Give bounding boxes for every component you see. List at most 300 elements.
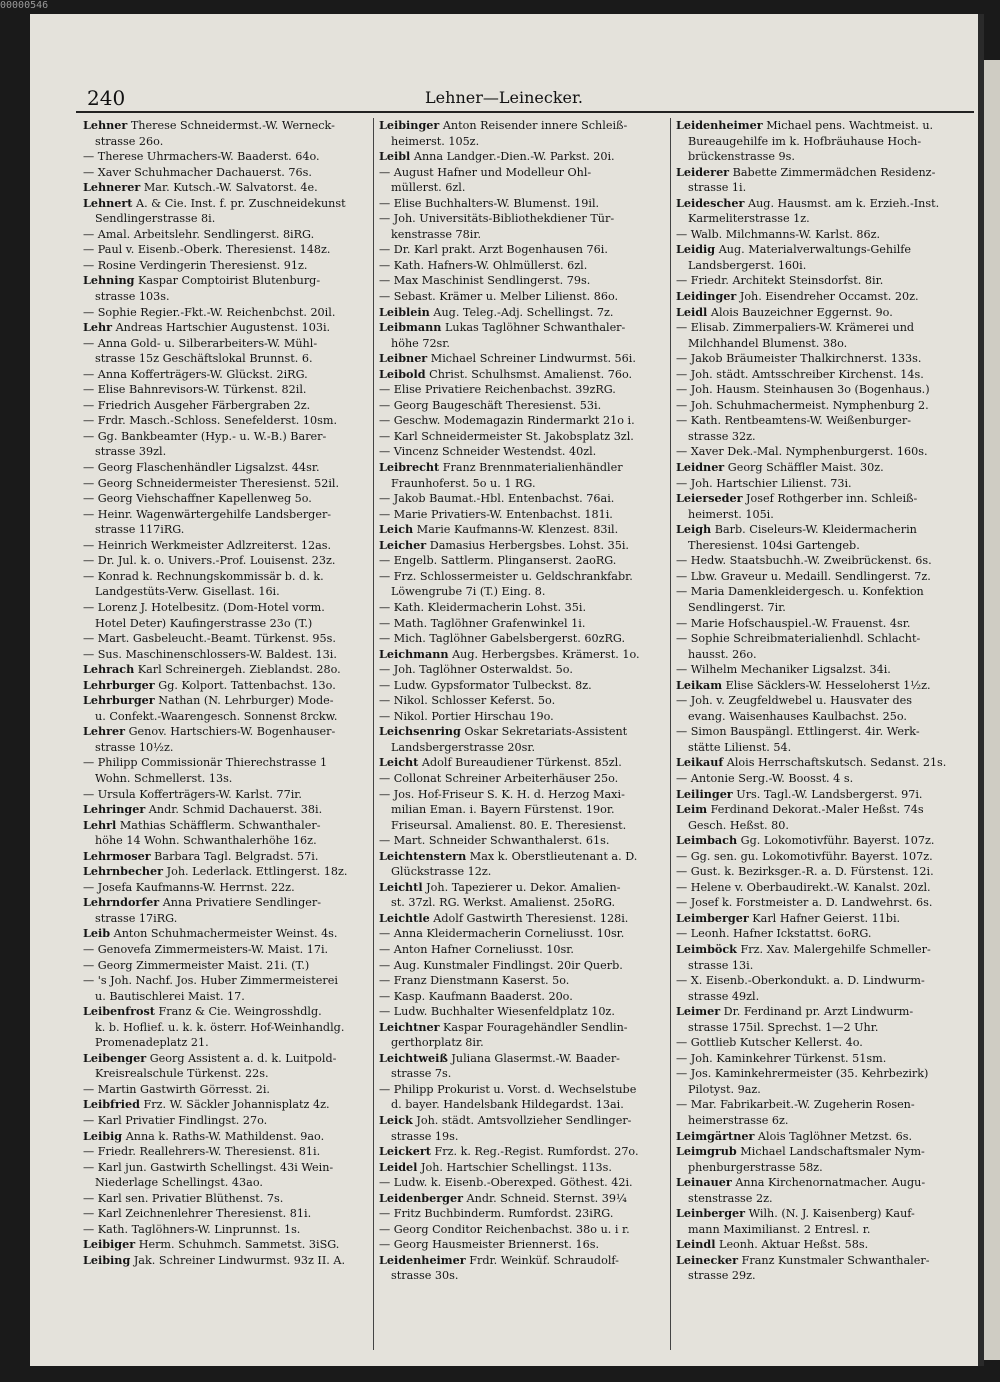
entry-text: — Nikol. Portier Hirschau 19o. <box>379 709 554 723</box>
entry-text: Landgestüts-Verw. Gisellast. 16i. <box>95 585 280 599</box>
column-divider <box>670 118 671 1350</box>
entry-text: Mathias Schäfflerm. Schwanthaler- <box>116 818 321 832</box>
directory-entry-line <box>676 926 962 942</box>
entry-text: — Karl jun. Gastwirth Schellingst. 43i Wein- <box>83 1160 334 1174</box>
directory-entry-line <box>379 740 665 756</box>
directory-entry-line <box>379 693 665 709</box>
directory-entry-line <box>379 911 665 927</box>
directory-entry-line <box>676 444 962 460</box>
entry-text: strasse 103s. <box>95 290 170 304</box>
entry-text: Kaspar Fouragehändler Sendlin- <box>439 1020 628 1034</box>
entry-text: u. Bautischlerei Maist. 17. <box>95 989 245 1003</box>
entry-text: Lukas Taglöhner Schwanthaler- <box>441 321 626 335</box>
directory-entry-line <box>83 273 369 289</box>
directory-entry-line <box>379 149 665 165</box>
surname: Leidenberger <box>379 1190 463 1205</box>
directory-entry-line <box>83 1191 369 1207</box>
entry-text: Oskar Sekretariats-Assistent <box>460 725 628 739</box>
directory-entry-line <box>676 771 962 787</box>
entry-text: Karl Hafner Geierst. 11bi. <box>748 911 901 925</box>
entry-text: — 's Joh. Nachf. Jos. Huber Zimmermeisterei <box>83 974 338 988</box>
directory-entry-line <box>676 227 962 243</box>
directory-entry-line <box>676 258 962 274</box>
entry-text: Friseursal. Amalienst. 80. E. Theresienst. <box>391 818 627 832</box>
entry-text: strasse 39zl. <box>95 445 167 459</box>
surname: Leichtweiß <box>379 1050 448 1065</box>
entry-text: — Friedr. Architekt Steinsdorfst. 8ir. <box>676 274 884 288</box>
directory-entry-line <box>379 538 665 554</box>
entry-text: stenstrasse 2z. <box>688 1191 773 1205</box>
entry-text: — Konrad k. Rechnungskommissär b. d. k. <box>83 569 324 583</box>
directory-entry-line <box>379 1160 665 1176</box>
entry-text: Urs. Tagl.-W. Landsbergerst. 97i. <box>732 787 923 801</box>
entry-text: Mar. Kutsch.-W. Salvatorst. 4e. <box>140 181 318 195</box>
entry-text: — Geschw. Modemagazin Rindermarkt 21o i. <box>379 414 635 428</box>
directory-entry-line <box>379 864 665 880</box>
entry-text: — Vincenz Schneider Westendst. 40zl. <box>379 445 597 459</box>
entry-text: — Lorenz J. Hotelbesitz. (Dom-Hotel vorm. <box>83 600 325 614</box>
entry-text: Milchhandel Blumenst. 38o. <box>688 336 848 350</box>
entry-text: A. & Cie. Inst. f. pr. Zuschneidekunst <box>132 196 346 210</box>
directory-entry-line <box>83 289 369 305</box>
directory-entry-line <box>379 1020 665 1036</box>
directory-entry-line <box>83 1175 369 1191</box>
directory-entry-line <box>676 351 962 367</box>
directory-entry-line <box>676 1129 962 1145</box>
directory-entry-line <box>379 1237 665 1253</box>
directory-entry-line <box>676 1082 962 1098</box>
directory-entry-line <box>676 507 962 523</box>
directory-entry-line <box>379 165 665 181</box>
directory-entry-line <box>379 1129 665 1145</box>
entry-text: — Joh. v. Zeugfeldwebel u. Hausvater des <box>676 694 912 708</box>
directory-entry-line <box>379 1206 665 1222</box>
entry-text: — Leonh. Hafner Ickstattst. 6oRG. <box>676 927 872 941</box>
surname: Leichsenring <box>379 724 461 739</box>
entry-text: Joh. städt. Amtsvollzieher Sendlinger- <box>412 1114 632 1127</box>
directory-entry-line <box>379 787 665 803</box>
entry-text: strasse 19s. <box>391 1129 459 1143</box>
directory-entry-line <box>379 569 665 585</box>
directory-entry-line <box>676 802 962 818</box>
surname: Leimbach <box>676 833 738 848</box>
surname: Leibiger <box>83 1237 136 1252</box>
directory-entry-line <box>379 413 665 429</box>
directory-entry-line <box>379 180 665 196</box>
entry-text: Anna Kirchenornatmacher. Augu- <box>731 1176 926 1190</box>
surname: Lehrer <box>83 724 126 739</box>
entry-text: Anna k. Raths-W. Mathildenst. 9ao. <box>122 1129 325 1143</box>
entry-text: — Wilhelm Mechaniker Ligsalzst. 34i. <box>676 663 891 677</box>
surname: Lehr <box>83 320 113 335</box>
directory-entry-line <box>676 849 962 865</box>
surname: Leilinger <box>676 786 733 801</box>
entry-text: — Mart. Gasbeleucht.-Beamt. Türkenst. 95s. <box>83 632 336 646</box>
directory-entry-line <box>379 382 665 398</box>
surname: Lehning <box>83 273 135 288</box>
entry-text: — Mart. Schneider Schwanthalerst. 61s. <box>379 834 610 848</box>
entry-text: — Gottlieb Kutscher Kellerst. 4o. <box>676 1036 863 1050</box>
directory-entry-line <box>676 1020 962 1036</box>
directory-entry-line <box>379 553 665 569</box>
directory-entry-line <box>676 864 962 880</box>
directory-entry-line <box>676 305 962 321</box>
entry-text: — Karl Privatier Findlingst. 27o. <box>83 1114 268 1127</box>
entry-text: Karmeliterstrasse 1z. <box>688 212 810 226</box>
directory-entry-line <box>83 849 369 865</box>
directory-entry-line <box>379 211 665 227</box>
surname: Leidenheimer <box>379 1252 466 1267</box>
directory-entry-line <box>676 538 962 554</box>
entry-text: — Joh. Kaminkehrer Türkenst. 51sm. <box>676 1051 887 1065</box>
directory-entry-line <box>379 429 665 445</box>
entry-text: — Anton Hafner Corneliusst. 10sr. <box>379 942 574 956</box>
entry-text: Juliana Glasermst.-W. Baader- <box>447 1051 620 1065</box>
directory-entry-line <box>676 398 962 414</box>
directory-entry-line <box>83 165 369 181</box>
directory-entry-line <box>83 320 369 336</box>
entry-text: — Ludw. k. Eisenb.-Oberexped. Göthest. 42i. <box>379 1176 633 1190</box>
entry-text: st. 37zl. RG. Werkst. Amalienst. 25oRG. <box>391 896 616 910</box>
entry-text: Joh. Lederlack. Ettlingerst. 18z. <box>163 865 348 879</box>
directory-entry-line <box>83 398 369 414</box>
entry-text: Pilotyst. 9az. <box>688 1082 761 1096</box>
entry-text: strasse 117iRG. <box>95 523 185 537</box>
directory-entry-line <box>379 1175 665 1191</box>
directory-entry-line <box>676 429 962 445</box>
entry-text: — Max Maschinist Sendlingerst. 79s. <box>379 274 591 288</box>
directory-entry-line <box>83 1004 369 1020</box>
directory-entry-line <box>83 336 369 352</box>
entry-text: Wohn. Schmellerst. 13s. <box>95 771 233 785</box>
surname: Leibing <box>83 1252 131 1267</box>
directory-entry-line <box>676 320 962 336</box>
entry-text: Anna Privatiere Sendlinger- <box>159 896 322 910</box>
directory-entry-line <box>676 413 962 429</box>
directory-entry-line <box>379 584 665 600</box>
entry-text: Aug. Herbergsbes. Krämerst. 1o. <box>448 647 640 661</box>
entry-text: — Walb. Milchmanns-W. Karlst. 86z. <box>676 227 881 241</box>
surname: Lehrmoser <box>83 848 151 863</box>
directory-entry-line <box>379 305 665 321</box>
surname: Leib <box>83 926 111 941</box>
directory-entry-line <box>83 211 369 227</box>
entry-text: Barb. Ciseleurs-W. Kleidermacherin <box>711 523 917 537</box>
directory-entry-line <box>379 724 665 740</box>
entry-text: — Nikol. Schlosser Keferst. 5o. <box>379 694 556 708</box>
surname: Leibig <box>83 1128 123 1143</box>
surname: Leick <box>379 1113 413 1127</box>
surname: Leidel <box>379 1159 418 1174</box>
directory-entry-line <box>379 631 665 647</box>
page-number: 240 <box>87 86 126 110</box>
surname: Leich <box>379 522 414 537</box>
surname: Leidl <box>676 304 708 319</box>
directory-entry-line <box>676 880 962 896</box>
entry-text: Sendlingerstrasse 8i. <box>95 212 216 226</box>
entry-text: kenstrasse 78ir. <box>391 227 482 241</box>
entry-text: — Simon Bauspängl. Ettlingerst. 4ir. Werk- <box>676 725 920 739</box>
directory-entry-line <box>379 989 665 1005</box>
entry-text: Dr. Ferdinand pr. Arzt Lindwurm- <box>720 1005 914 1019</box>
directory-entry-line <box>676 522 962 538</box>
entry-text: Frz. k. Reg.-Regist. Rumfordst. 27o. <box>430 1145 639 1159</box>
entry-text: Aug. Teleg.-Adj. Schellingst. 7z. <box>429 305 614 319</box>
surname: Leibold <box>379 366 426 381</box>
surname: Leibner <box>379 351 428 366</box>
directory-entry-line <box>676 165 962 181</box>
entry-text: — Georg Flaschenhändler Ligsalzst. 44sr. <box>83 461 320 475</box>
entry-text: Adolf Bureaudiener Türkenst. 85zl. <box>418 756 622 770</box>
directory-entry-line <box>379 134 665 150</box>
entry-text: Wilh. (N. J. Kaisenberg) Kauf- <box>745 1207 915 1221</box>
surname: Leigh <box>676 522 712 537</box>
directory-entry-line <box>83 1253 369 1269</box>
column-2 <box>379 118 665 1358</box>
directory-entry-line <box>379 273 665 289</box>
entry-text: Landsbergerst. 160i. <box>688 258 807 272</box>
surname: Leinberger <box>676 1206 746 1221</box>
entry-text: — Joh. Hausm. Steinhausen 3o (Bogenhaus.) <box>676 383 930 397</box>
directory-entry-line <box>83 926 369 942</box>
surname: Leimgärtner <box>676 1128 755 1143</box>
entry-text: — Martin Gastwirth Görresst. 2i. <box>83 1082 270 1096</box>
directory-entry-line <box>83 616 369 632</box>
directory-entry-line <box>83 740 369 756</box>
directory-entry-line <box>379 616 665 632</box>
entry-text: Herm. Schuhmch. Sammetst. 3iSG. <box>135 1238 340 1252</box>
entry-text: — Georg Viehschaffner Kapellenweg 5o. <box>83 492 312 506</box>
entry-text: milian Eman. i. Bayern Fürstenst. 19or. <box>391 803 615 817</box>
directory-entry-line <box>676 553 962 569</box>
entry-text: — Kath. Kleidermacherin Lohst. 35i. <box>379 600 586 614</box>
directory-entry-line <box>379 709 665 725</box>
surname: Leimgrub <box>676 1144 737 1159</box>
directory-entry-line <box>379 1004 665 1020</box>
entry-text: — Collonat Schreiner Arbeiterhäuser 25o. <box>379 771 619 785</box>
entry-text: strasse 10½z. <box>95 740 174 754</box>
directory-entry-line <box>379 678 665 694</box>
entry-text: Anna Landger.-Dien.-W. Parkst. 20i. <box>410 150 615 164</box>
directory-entry-line <box>379 755 665 771</box>
entry-text: strasse 30s. <box>391 1269 459 1283</box>
entry-text: — Elise Buchhalters-W. Blumenst. 19il. <box>379 196 600 210</box>
directory-entry-line <box>676 1175 962 1191</box>
surname: Leichtner <box>379 1019 440 1034</box>
directory-entry-line <box>83 1066 369 1082</box>
entry-text: — Kath. Taglöhners-W. Linprunnst. 1s. <box>83 1222 301 1236</box>
entry-text: Franz Kunstmaler Schwanthaler- <box>738 1253 930 1267</box>
entry-text: heimerstrasse 6z. <box>688 1114 789 1127</box>
directory-entry-line <box>83 647 369 663</box>
entry-text: — Antonie Serg.-W. Boosst. 4 s. <box>676 771 854 785</box>
entry-text: — Marie Hofschauspiel.-W. Frauenst. 4sr. <box>676 616 911 630</box>
surname: Lehrnbecher <box>83 864 164 879</box>
surname: Leicht <box>379 755 419 770</box>
entry-text: — Frz. Schlossermeister u. Geldschrankfabr. <box>379 569 633 583</box>
directory-entry-line <box>83 973 369 989</box>
directory-entry-line <box>676 367 962 383</box>
surname: Leiderer <box>676 164 730 179</box>
entry-text: Georg Schäffler Maist. 30z. <box>724 461 884 475</box>
entry-text: strasse 15z Geschäftslokal Brunnst. 6. <box>95 352 313 366</box>
entry-text: stätte Lilienst. 54. <box>688 740 792 754</box>
entry-text: — Ludw. Gypsformator Tulbeckst. 8z. <box>379 678 592 692</box>
directory-entry-line <box>379 522 665 538</box>
entry-text: Michael Schreiner Lindwurmst. 56i. <box>427 352 636 366</box>
directory-entry-line <box>83 242 369 258</box>
directory-entry-line <box>83 942 369 958</box>
directory-entry-line <box>379 320 665 336</box>
entry-text: — Joh. Universitäts-Bibliothekdiener Tür- <box>379 212 615 226</box>
directory-entry-line <box>379 895 665 911</box>
entry-text: Gg. Lokomotivführ. Bayerst. 107z. <box>737 834 935 848</box>
directory-entry-line <box>83 227 369 243</box>
entry-text: gerthorplatz 8ir. <box>391 1036 484 1050</box>
directory-entry-line <box>83 569 369 585</box>
header-rule <box>76 111 974 113</box>
directory-entry-line <box>83 134 369 150</box>
entry-text: Kreisrealschule Türkenst. 22s. <box>95 1067 269 1081</box>
directory-entry-line <box>676 989 962 1005</box>
directory-entry-line <box>676 818 962 834</box>
surname: Leidinger <box>676 289 737 304</box>
entry-text: Josef Rothgerber inn. Schleiß- <box>742 492 918 506</box>
directory-entry-line <box>83 118 369 134</box>
directory-entry-line <box>379 507 665 523</box>
directory-entry-line <box>676 1066 962 1082</box>
directory-entry-line <box>83 367 369 383</box>
entry-text: — Kath. Hafners-W. Ohlmüllerst. 6zl. <box>379 258 588 272</box>
directory-entry-line <box>379 289 665 305</box>
entry-text: — Kath. Rentbeamtens-W. Weißenburger- <box>676 414 911 428</box>
entry-text: Landsbergerstrasse 20sr. <box>391 740 536 754</box>
directory-entry-line <box>83 413 369 429</box>
directory-entry-line <box>379 1253 665 1269</box>
entry-text: — Joh. Hartschier Lilienst. 73i. <box>676 476 852 490</box>
directory-entry-line <box>676 787 962 803</box>
entry-text: k. b. Hoflief. u. k. k. österr. Hof-Weinhandlg. <box>95 1020 345 1034</box>
entry-text: Joh. Eisendreher Occamst. 20z. <box>736 290 919 304</box>
directory-entry-line <box>676 273 962 289</box>
entry-text: Alois Herrschaftskutsch. Sedanst. 21s. <box>723 756 947 770</box>
directory-entry-line <box>676 616 962 632</box>
directory-entry-line <box>676 476 962 492</box>
entry-text: Babette Zimmermädchen Residenz- <box>729 165 936 179</box>
directory-entry-line <box>83 1082 369 1098</box>
entry-text: — Sophie Regier.-Fkt.-W. Reichenbchst. 20il. <box>83 305 336 319</box>
directory-entry-line <box>676 569 962 585</box>
entry-text: höhe 14 Wohn. Schwanthalerhöhe 16z. <box>95 834 317 848</box>
entry-text: — Friedrich Ausgeher Färbergraben 2z. <box>83 398 311 412</box>
directory-entry-line <box>676 911 962 927</box>
directory-entry-line <box>676 1237 962 1253</box>
entry-text: Gesch. Heßst. 80. <box>688 818 789 832</box>
directory-entry-line <box>676 289 962 305</box>
entry-text: — Jos. Kaminkehrermeister (35. Kehrbezirk) <box>676 1067 929 1081</box>
entry-text: strasse 32z. <box>688 429 756 443</box>
directory-entry-line <box>676 1051 962 1067</box>
entry-text: Joh. Hartschier Schellingst. 113s. <box>417 1160 612 1174</box>
directory-entry-line <box>83 305 369 321</box>
entry-text: Leonh. Aktuar Heßst. 58s. <box>715 1238 869 1252</box>
surname: Leindl <box>676 1237 716 1252</box>
entry-text: — Ludw. Buchhalter Wiesenfeldplatz 10z. <box>379 1005 615 1019</box>
entry-text: Therese Schneidermst.-W. Werneck- <box>127 119 335 132</box>
entry-text: Max k. Oberstlieutenant a. D. <box>466 849 638 863</box>
directory-entry-line <box>379 647 665 663</box>
entry-text: — Xaver Dek.-Mal. Nymphenburgerst. 160s. <box>676 445 928 459</box>
entry-text: — Ursula Kofferträgers-W. Karlst. 77ir. <box>83 787 302 801</box>
directory-entry-line <box>379 926 665 942</box>
entry-text: Franz & Cie. Weingrosshdlg. <box>154 1005 322 1019</box>
entry-text: — Friedr. Reallehrers-W. Theresienst. 81i. <box>83 1145 321 1159</box>
directory-entry-line <box>83 709 369 725</box>
entry-text: — Lbw. Graveur u. Medaill. Sendlingerst. 7z. <box>676 569 931 583</box>
entry-text: Frdr. Weinküf. Schraudolf- <box>465 1253 619 1267</box>
entry-text: brückenstrasse 9s. <box>688 150 795 164</box>
directory-entry-line <box>83 149 369 165</box>
directory-entry-line <box>676 724 962 740</box>
surname: Leibl <box>379 149 411 164</box>
directory-entry-line <box>83 724 369 740</box>
entry-text: — Marie Privatiers-W. Entenbachst. 181i. <box>379 507 613 521</box>
entry-text: Anton Reisender innere Schleiß- <box>439 119 628 132</box>
directory-entry-line <box>83 693 369 709</box>
entry-text: heimerst. 105i. <box>688 507 774 521</box>
entry-text: — Georg Hausmeister Briennerst. 16s. <box>379 1238 600 1252</box>
directory-entry-line <box>676 600 962 616</box>
directory-entry-line <box>676 1035 962 1051</box>
surname: Leidenheimer <box>676 118 763 132</box>
directory-page <box>30 14 978 1366</box>
entry-text: phenburgerstrasse 58z. <box>688 1160 823 1174</box>
entry-text: — Elisab. Zimmerpaliers-W. Krämerei und <box>676 321 915 335</box>
entry-text: — Gg. Bankbeamter (Hyp.- u. W.-B.) Barer- <box>83 429 327 443</box>
directory-entry-line <box>676 1253 962 1269</box>
directory-entry-line <box>379 973 665 989</box>
entry-text: Damasius Herbergsbes. Lohst. 35i. <box>426 538 629 552</box>
entry-text: Franz Brennmaterialienhändler <box>439 461 623 475</box>
entry-text: strasse 7s. <box>391 1067 452 1081</box>
entry-text: strasse 29z. <box>688 1269 756 1283</box>
directory-entry-line <box>83 522 369 538</box>
entry-text: d. bayer. Handelsbank Hildegardst. 13ai. <box>391 1098 624 1112</box>
entry-text: — Sophie Schreibmaterialienhdl. Schlacht- <box>676 632 921 646</box>
surname: Lehrburger <box>83 677 155 692</box>
directory-entry-line <box>379 600 665 616</box>
directory-entry-line <box>83 429 369 445</box>
entry-text: Frz. Xav. Malergehilfe Schmeller- <box>736 942 931 956</box>
directory-entry-line <box>379 662 665 678</box>
entry-text: — Anna Kofferträgers-W. Glückst. 2iRG. <box>83 367 308 381</box>
surname: Leibinger <box>379 118 440 132</box>
entry-text: — Hedw. Staatsbuchh.-W. Zweibrückenst. 6s. <box>676 554 932 568</box>
entry-text: Aug. Materialverwaltungs-Gehilfe <box>715 243 912 257</box>
entry-text: — Frdr. Masch.-Schloss. Senefelderst. 10sm. <box>83 414 338 428</box>
entry-text: — Anna Kleidermacherin Corneliusst. 10sr. <box>379 927 625 941</box>
directory-entry-line <box>379 460 665 476</box>
entry-text: — Aug. Kunstmaler Findlingst. 20ir Querb. <box>379 958 623 972</box>
entry-text: Jak. Schreiner Lindwurmst. 93z II. A. <box>130 1253 346 1267</box>
entry-text: — Jos. Hof-Friseur S. K. H. d. Herzog Maxi- <box>379 787 625 801</box>
directory-entry-line <box>83 258 369 274</box>
directory-entry-line <box>676 1144 962 1160</box>
surname: Leierseder <box>676 491 743 506</box>
entry-text: — Therese Uhrmachers-W. Baaderst. 64o. <box>83 150 320 164</box>
directory-entry-line <box>676 647 962 663</box>
surname: Lehnerer <box>83 180 141 195</box>
